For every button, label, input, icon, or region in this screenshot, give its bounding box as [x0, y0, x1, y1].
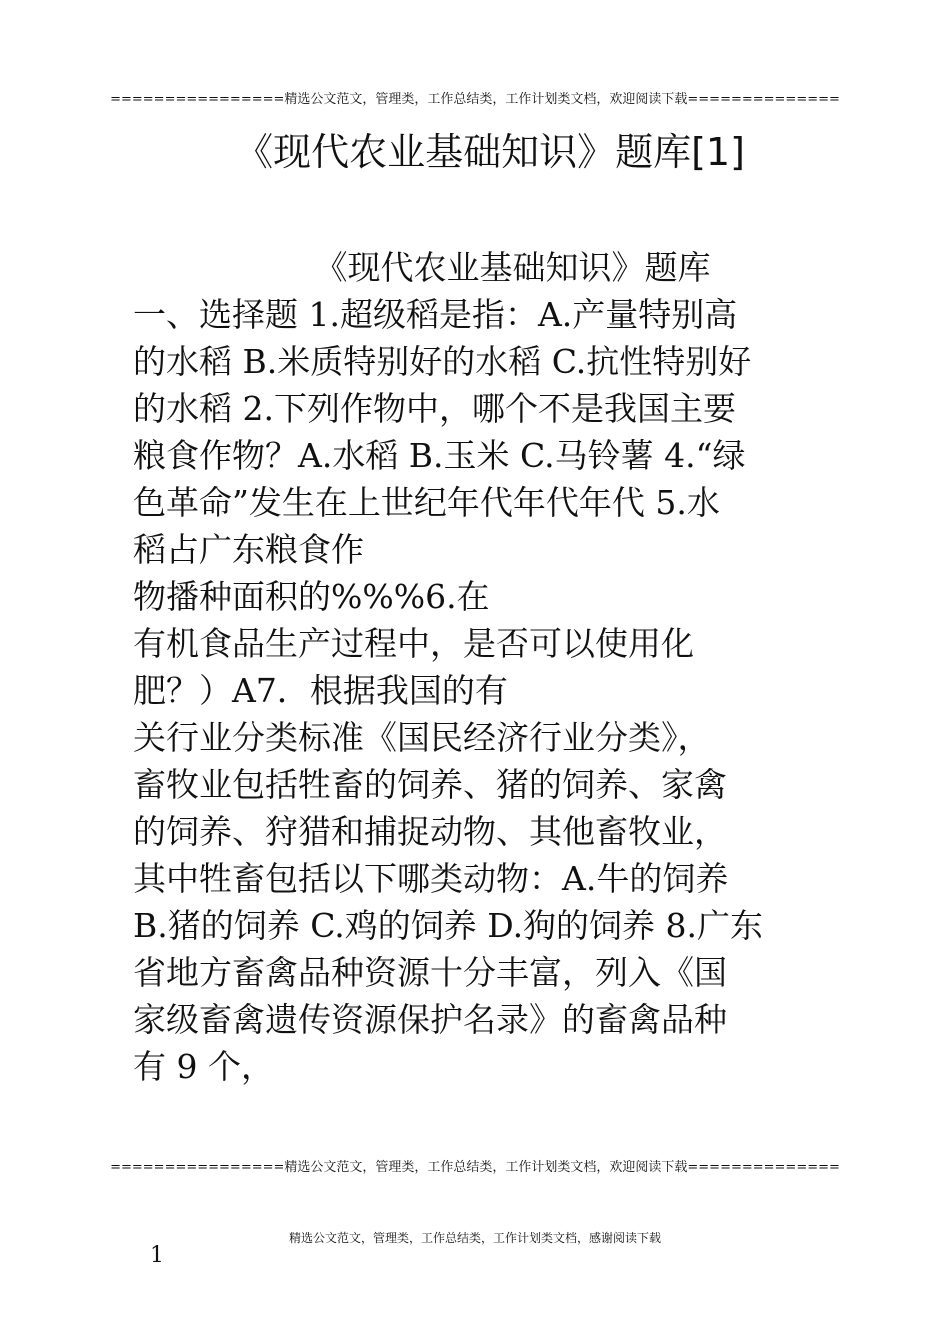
body-line: 家级畜禽遗传资源保护名录》的畜禽品种	[133, 1000, 727, 1039]
body-line: 稻占广东粮食作	[133, 530, 364, 569]
body-line: 的饲养、狩猎和捕捉动物、其他畜牧业，	[133, 812, 727, 851]
page-number: 1	[150, 1243, 164, 1268]
body-line: B.猪的饲养 C.鸡的饲养 D.狗的饲养 8.广东	[133, 906, 764, 945]
body-line: 肥？）A7．根据我国的有	[133, 671, 508, 710]
body-line: 其中牲畜包括以下哪类动物：A.牛的饲养	[133, 859, 729, 898]
body-line: 省地方畜禽品种资源十分丰富，列入《国	[133, 953, 727, 992]
footer-banner: ================精选公文范文，管理类，工作总结类，工作计划类文档，欢迎阅读下载==============	[110, 1160, 840, 1175]
body-line: 畜牧业包括牲畜的饲养、猪的饲养、家禽	[133, 765, 727, 804]
header-banner: ================精选公文范文，管理类，工作总结类，工作计划类文档，欢迎阅读下载==============	[110, 92, 840, 107]
body-line: 有机食品生产过程中，是否可以使用化	[133, 624, 694, 663]
body-line: 的水稻 2.下列作物中，哪个不是我国主要	[133, 389, 736, 428]
body-line: 《现代农业基础知识》题库	[133, 248, 711, 287]
body-line: 色革命”发生在上世纪年代年代年代 5.水	[133, 483, 720, 522]
body-line: 物播种面积的%%%6.在	[133, 577, 490, 616]
body-line: 有 9 个，	[133, 1047, 274, 1086]
footer-note: 精选公文范文，管理类，工作总结类，工作计划类文档，感谢阅读下载	[288, 1231, 661, 1245]
body-line: 的水稻 B.米质特别好的水稻 C.抗性特别好	[133, 342, 752, 381]
body-line: 关行业分类标准《国民经济行业分类》，	[133, 718, 711, 757]
document-body	[133, 244, 833, 1090]
body-line: 一、选择题 1.超级稻是指：A.产量特别高	[133, 295, 738, 334]
document-title: 《现代农业基础知识》题库[1]	[235, 130, 745, 174]
body-line: 粮食作物？A.水稻 B.玉米 C.马铃薯 4.“绿	[133, 436, 746, 475]
